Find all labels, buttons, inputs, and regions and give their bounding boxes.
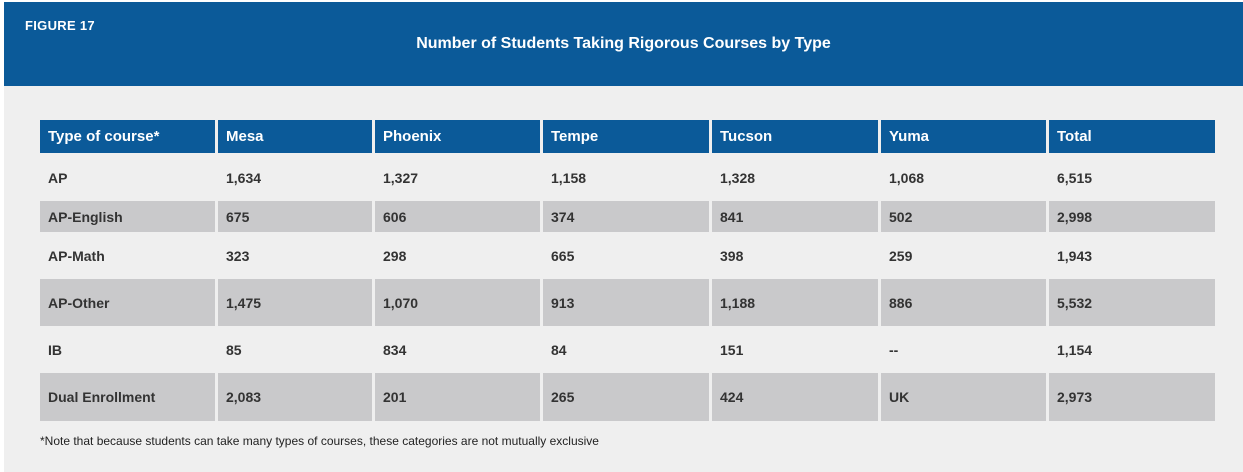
table-cell: 323 (218, 232, 372, 279)
figure-title: Number of Students Taking Rigorous Courses by Type (416, 35, 831, 52)
table-cell: 606 (375, 201, 540, 232)
table-cell: 2,973 (1049, 373, 1215, 421)
table-cell: 265 (543, 373, 709, 421)
table-cell: 841 (712, 201, 878, 232)
table-row (40, 201, 1215, 232)
course-table (37, 120, 1218, 421)
table-row (40, 326, 1215, 373)
table-cell: 201 (375, 373, 540, 421)
table-cell: 1,328 (712, 155, 878, 201)
table-cell: 886 (881, 279, 1046, 326)
table-header-row (40, 120, 1215, 155)
table-cell: -- (881, 326, 1046, 373)
table-cell: UK (881, 373, 1046, 421)
table-cell: 2,083 (218, 373, 372, 421)
table-cell: 1,068 (881, 155, 1046, 201)
table-cell: 1,070 (375, 279, 540, 326)
table-row (40, 155, 1215, 201)
header-yuma: Yuma (881, 120, 1046, 155)
row-label: AP-Math (40, 232, 215, 279)
table-row (40, 373, 1215, 421)
header-total: Total (1049, 120, 1215, 155)
figure-panel (4, 2, 1243, 472)
table-cell: 502 (881, 201, 1046, 232)
figure-header (4, 2, 1243, 86)
table-cell: 298 (375, 232, 540, 279)
table-cell: 151 (712, 326, 878, 373)
table-cell: 1,475 (218, 279, 372, 326)
row-label: Dual Enrollment (40, 373, 215, 421)
table-cell: 259 (881, 232, 1046, 279)
row-label: IB (40, 326, 215, 373)
row-label: AP-English (40, 201, 215, 232)
table-cell: 913 (543, 279, 709, 326)
header-mesa: Mesa (218, 120, 372, 155)
table-cell: 1,943 (1049, 232, 1215, 279)
table-row (40, 232, 1215, 279)
table-cell: 1,634 (218, 155, 372, 201)
row-label: AP-Other (40, 279, 215, 326)
table-cell: 85 (218, 326, 372, 373)
table-cell: 398 (712, 232, 878, 279)
table-cell: 834 (375, 326, 540, 373)
table-cell: 424 (712, 373, 878, 421)
table-cell: 1,158 (543, 155, 709, 201)
table-cell: 1,154 (1049, 326, 1215, 373)
header-type-of-course: Type of course* (40, 120, 215, 155)
header-tucson: Tucson (712, 120, 878, 155)
table-cell: 374 (543, 201, 709, 232)
table-cell: 675 (218, 201, 372, 232)
table-row (40, 279, 1215, 326)
header-tempe: Tempe (543, 120, 709, 155)
table-cell: 665 (543, 232, 709, 279)
figure-label: FIGURE 17 (25, 18, 95, 33)
table-cell: 6,515 (1049, 155, 1215, 201)
table-cell: 84 (543, 326, 709, 373)
row-label: AP (40, 155, 215, 201)
table-cell: 5,532 (1049, 279, 1215, 326)
footnote: *Note that because students can take many types of courses, these categories are not mutually exclusive (40, 434, 599, 448)
table-cell: 1,188 (712, 279, 878, 326)
table-cell: 1,327 (375, 155, 540, 201)
header-phoenix: Phoenix (375, 120, 540, 155)
table-cell: 2,998 (1049, 201, 1215, 232)
